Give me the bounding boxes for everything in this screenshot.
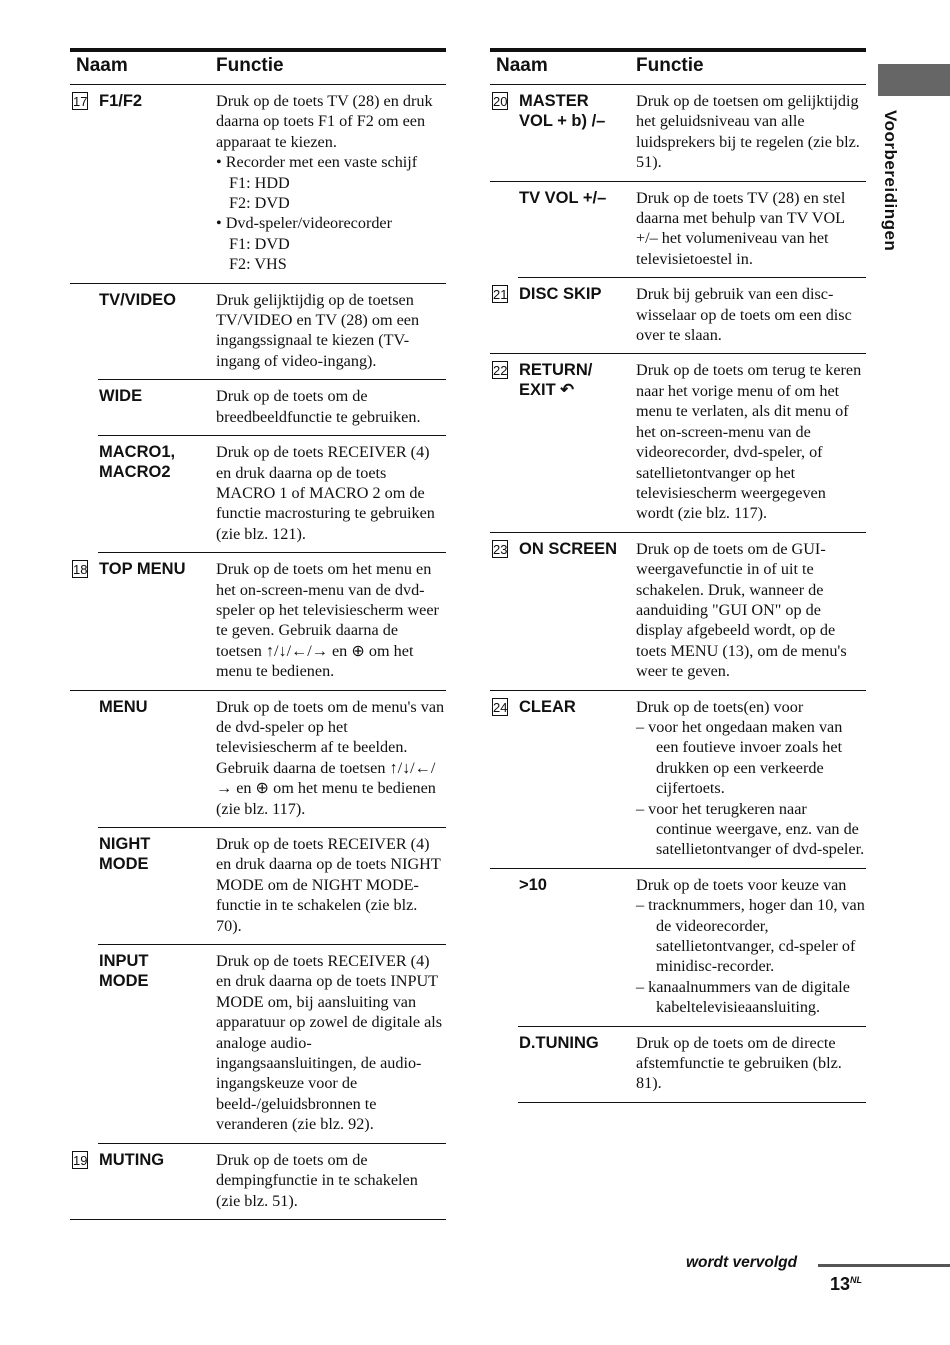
description-line: – kanaalnummers van de digitale kabeltelevisieaansluiting.	[636, 977, 850, 1017]
control-name: MENU	[99, 697, 148, 716]
table-header	[70, 48, 446, 85]
left-table	[70, 48, 446, 1220]
function-description	[636, 360, 866, 523]
control-name: ON SCREEN	[519, 539, 618, 558]
control-name: D.TUNING	[519, 1033, 599, 1052]
description-line: Druk op de toets om het menu en het on-screen-menu van de dvd-speler op het televisiescherm weer te geven. Gebruik daarna de toetsen ↑/↓/←/→ en ⊕ om het menu te bedienen.	[216, 560, 439, 681]
control-name: INPUT MODE	[99, 952, 149, 991]
description-line: – voor het terugkeren naar continue weergave, enz. van de satellietontvanger of dvd-speler.	[636, 799, 865, 859]
table-row	[490, 278, 866, 354]
section-side-label	[870, 110, 930, 310]
table-row	[98, 284, 446, 381]
item-number: 21	[493, 287, 508, 303]
function-description	[216, 290, 446, 372]
function-description	[636, 1033, 866, 1094]
function-description	[636, 91, 866, 173]
item-number: 22	[493, 363, 508, 379]
item-number: 19	[73, 1152, 88, 1168]
table-row	[490, 85, 866, 182]
description-line: Druk op de toets RECEIVER (4) en druk daarna op de toets INPUT MODE om, bij aansluiting van apparatuur op zowel de digitale als analoge audio-ingangsaansluitingen, de audio-ingangskeuze voor de beeld-/geluidsbronnen te veranderen (zie blz. 92).	[216, 952, 443, 1134]
table-row	[490, 691, 866, 869]
function-description	[216, 951, 446, 1135]
table-row	[98, 945, 446, 1144]
section-tab-marker	[878, 64, 950, 96]
right-table	[490, 48, 866, 1103]
description-line: Druk gelijktijdig op de toetsen TV/VIDEO en TV (28) om een ingangssignaal te kiezen (TV-ingang of video-ingang).	[216, 290, 420, 370]
table-row	[70, 553, 446, 690]
footer-rule	[818, 1264, 950, 1267]
item-number: 24	[493, 699, 508, 715]
table-row	[70, 85, 446, 284]
function-description	[636, 188, 866, 270]
control-name: MUTING	[99, 1150, 165, 1169]
right-table-body	[490, 85, 866, 1103]
description-line: Druk op de toets om de GUI-weergavefunctie in of uit te schakelen. Druk, wanneer de aanduiding "GUI ON" op de display afgebeeld wordt, op de toets MENU (13), om de menu's weer te geven.	[636, 539, 847, 681]
control-name: NIGHT MODE	[99, 835, 151, 873]
description-line: • Dvd-speler/videorecorder F1: DVD F2: VHS	[216, 214, 393, 274]
control-name: >10	[519, 875, 547, 894]
description-line: Druk op de toets om de directe afstemfunctie te gebruiken (blz. 81).	[636, 1033, 842, 1093]
item-number: 18	[73, 562, 88, 578]
function-description	[216, 386, 446, 427]
function-description	[636, 875, 866, 1018]
description-line: – tracknummers, hoger dan 10, van de videorecorder, satellietontvanger, cd-speler of minidisc-recorder.	[636, 896, 865, 976]
description-line: Druk op de toets(en) voor	[636, 697, 804, 716]
page-number-suffix: NL	[850, 1275, 863, 1285]
item-number: 23	[493, 541, 508, 557]
function-description	[216, 91, 446, 275]
control-name: F1/F2	[99, 92, 143, 110]
control-name: MASTER VOL + b) /–	[519, 92, 606, 130]
table-row	[98, 380, 446, 436]
description-line: – voor het ongedaan maken van een foutieve invoer zoals het drukken op een verkeerde cijfertoets.	[636, 717, 843, 798]
description-line: Druk op de toets om terug te keren naar het vorige menu of om het menu te verlaten, als dit menu of het on-screen-menu van de videorecorder, dvd-speler, of satellietontvanger op het televisiescherm weergegeven wordt (zie blz. 117).	[636, 361, 862, 523]
item-number: 20	[493, 94, 508, 109]
description-line: Druk op de toets TV (28) en stel daarna met behulp van TV VOL +/– het volumeniveau van het televisietoestel in.	[636, 188, 846, 268]
description-line: Druk op de toets om de dempingfunctie in te schakelen (zie blz. 51).	[216, 1150, 418, 1210]
table-row	[518, 1027, 866, 1103]
description-line: Druk op de toets voor keuze van	[636, 875, 847, 894]
description-line: Druk op de toets RECEIVER (4) en druk daarna op de toets MACRO 1 of MACRO 2 om de functie macrosturing te gebruiken (zie blz. 121).	[216, 443, 435, 543]
function-description	[636, 697, 866, 860]
continued-label: wordt vervolgd	[686, 1254, 798, 1271]
control-name: TV/VIDEO	[99, 290, 177, 309]
page-number	[830, 1274, 862, 1295]
table-row	[98, 691, 446, 828]
control-name: WIDE	[99, 387, 143, 406]
table-row	[518, 182, 866, 279]
function-description	[636, 284, 866, 345]
table-row	[98, 436, 446, 553]
control-name: MACRO1, MACRO2	[99, 443, 176, 482]
col-name-header: Naam	[76, 55, 128, 76]
function-description	[216, 442, 446, 544]
function-description	[216, 834, 446, 936]
description-line: Druk op de toetsen om gelijktijdig het geluidsniveau van alle luidsprekers bij te regelen (zie blz. 51).	[636, 92, 860, 172]
description-line: • Recorder met een vaste schijf F1: HDD F2: DVD	[216, 153, 418, 213]
page-number-value: 13	[830, 1274, 851, 1294]
item-number: 17	[73, 94, 88, 109]
col-name-header: Naam	[496, 55, 548, 76]
function-description	[216, 697, 446, 819]
table-row	[490, 533, 866, 691]
control-name: DISC SKIP	[519, 285, 602, 304]
function-description	[636, 539, 866, 682]
description-line: Druk op de toets om de breedbeeldfunctie te gebruiken.	[216, 387, 421, 426]
function-description	[216, 1150, 446, 1211]
control-name: TOP MENU	[99, 560, 186, 579]
function-description	[216, 559, 446, 681]
description-line: Druk bij gebruik van een disc-wisselaar op de toets om een disc over te slaan.	[636, 285, 852, 345]
description-line: Druk op de toets TV (28) en druk daarna op toets F1 of F2 om een apparaat te kiezen.	[216, 92, 433, 151]
table-row	[490, 354, 866, 532]
control-name: TV VOL +/–	[519, 188, 607, 207]
description-line: Druk op de toets RECEIVER (4) en druk daarna op de toets NIGHT MODE om de NIGHT MODE-functie in te schakelen (zie blz. 70).	[216, 835, 441, 935]
col-function-header: Functie	[636, 55, 704, 76]
col-function-header: Functie	[216, 55, 284, 76]
table-row	[98, 828, 446, 945]
left-table-body	[70, 85, 446, 1220]
table-row	[518, 869, 866, 1027]
control-name: RETURN/ EXIT ↶	[519, 361, 593, 400]
table-row	[70, 1144, 446, 1220]
control-name: CLEAR	[519, 697, 576, 716]
description-line: Druk op de toets om de menu's van de dvd-speler op het televisiescherm af te beelden. Gebruik daarna de toetsen ↑/↓/←/→ en ⊕ om het menu te bedienen (zie blz. 117).	[216, 697, 445, 818]
table-header	[490, 48, 866, 85]
section-label-text: Voorbereidingen	[881, 110, 900, 252]
